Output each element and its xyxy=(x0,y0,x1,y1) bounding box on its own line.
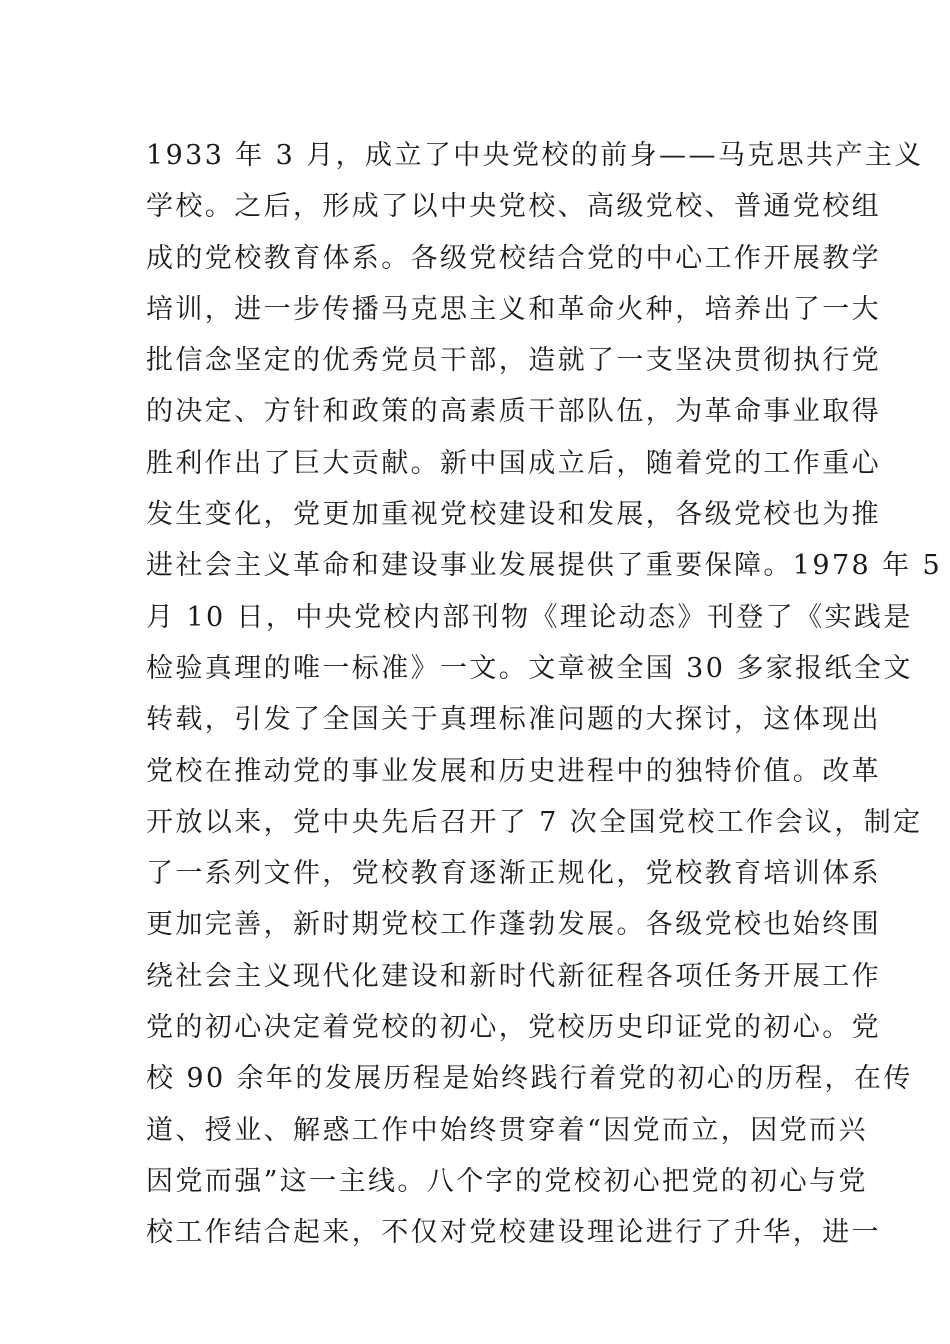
text-line: 校 90 余年的发展历程是始终践行着党的初心的历程，在传 xyxy=(146,1063,913,1095)
text-line: 开放以来，党中央先后召开了 7 次全国党校工作会议，制定 xyxy=(146,806,923,838)
text-line: 转载，引发了全国关于真理标准问题的大探讨，这体现出 xyxy=(146,704,881,736)
text-line: 进社会主义革命和建设事业发展提供了重要保障。1978 年 5 xyxy=(146,550,943,582)
text-line: 发生变化，党更加重视党校建设和发展，各级党校也为推 xyxy=(146,499,881,531)
body-text xyxy=(146,130,943,1259)
text-line: 校工作结合起来，不仅对党校建设理论进行了升华，进一 xyxy=(146,1217,881,1249)
text-line: 胜利作出了巨大贡献。新中国成立后，随着党的工作重心 xyxy=(146,447,881,479)
text-line: 了一系列文件，党校教育逐渐正规化，党校教育培训体系 xyxy=(146,858,881,890)
text-line: 学校。之后，形成了以中央党校、高级党校、普通党校组 xyxy=(146,191,881,223)
text-line: 更加完善，新时期党校工作蓬勃发展。各级党校也始终围 xyxy=(146,909,881,941)
text-line: 党的初心决定着党校的初心，党校历史印证党的初心。党 xyxy=(146,1012,881,1044)
text-line: 月 10 日，中央党校内部刊物《理论动态》刊登了《实践是 xyxy=(146,601,913,633)
text-line: 绕社会主义现代化建设和新时代新征程各项任务开展工作 xyxy=(146,960,881,992)
text-line: 1933 年 3 月，成立了中央党校的前身——马克思共产主义 xyxy=(146,140,924,171)
text-line: 检验真理的唯一标准》一文。文章被全国 30 多家报纸全文 xyxy=(146,652,913,684)
text-line: 培训，进一步传播马克思主义和革命火种，培养出了一大 xyxy=(146,293,881,325)
text-line: 因党而强”这一主线。八个字的党校初心把党的初心与党 xyxy=(146,1165,868,1197)
text-line: 成的党校教育体系。各级党校结合党的中心工作开展教学 xyxy=(146,242,881,274)
text-line: 的决定、方针和政策的高素质干部队伍，为革命事业取得 xyxy=(146,396,881,428)
text-line: 党校在推动党的事业发展和历史进程中的独特价值。改革 xyxy=(146,755,881,787)
text-line: 道、授业、解惑工作中始终贯穿着“因党而立，因党而兴 xyxy=(146,1114,868,1146)
text-line: 批信念坚定的优秀党员干部，造就了一支坚决贯彻执行党 xyxy=(146,345,881,377)
